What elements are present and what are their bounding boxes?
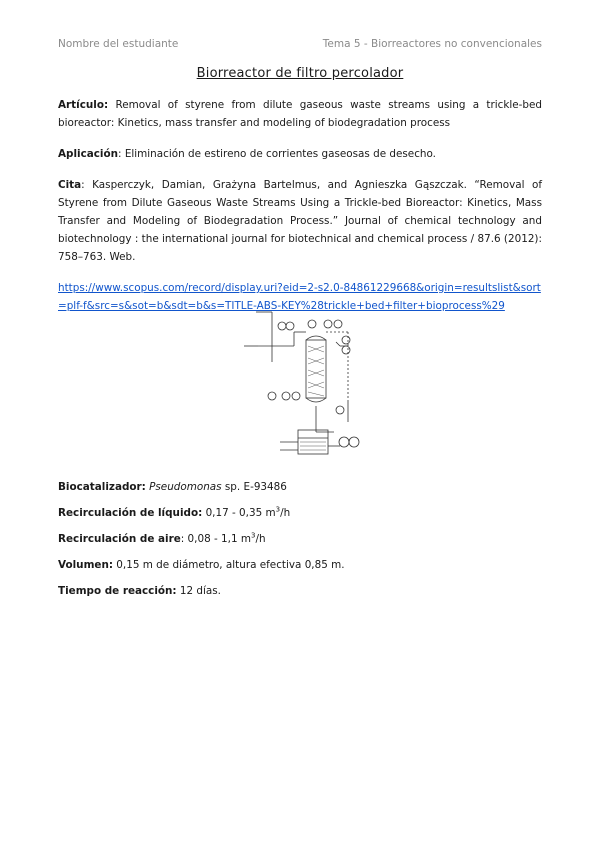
volume-label: Volumen:: [58, 559, 113, 571]
volume-value: 0,15 m de diámetro, altura efectiva 0,85 m.: [113, 559, 345, 571]
column-body: [306, 340, 326, 398]
air-recirculation-line: [58, 532, 542, 558]
liquid-unit-exp: 3: [275, 505, 281, 514]
citation-label: Cita: [58, 179, 82, 191]
application-label: Aplicación: [58, 148, 119, 160]
biocatalyst-line: [58, 480, 542, 506]
topic-name: Tema 5 - Biorreactores no convencionales: [322, 38, 542, 50]
bioreactor-diagram: [236, 302, 370, 470]
application-text: : Eliminación de estireno de corrientes gaseosas de desecho.: [118, 148, 436, 160]
article-paragraph: [58, 96, 542, 132]
biocatalyst-label: Biocatalizador:: [58, 481, 146, 493]
air-unit-tail: /h: [255, 533, 266, 545]
liquid-recirculation-line: [58, 506, 542, 532]
scopus-link[interactable]: https://www.scopus.com/record/display.uri?eid=2-s2.0-84861229668&origin=resultslist&sort=plf-f&src=s&sot=b&sdt=b&s=TITLE-ABS-KEY%28trickle+bed+filter+bioprocess%29: [58, 282, 541, 312]
document-body: [58, 96, 542, 328]
column-bottom: [306, 398, 326, 402]
liquid-unit-tail: /h: [280, 507, 291, 519]
air-value: : 0,08 - 1,1 m: [180, 533, 251, 545]
page-header: [58, 38, 542, 52]
reaction-time-line: [58, 584, 542, 610]
student-name: Nombre del estudiante: [58, 38, 179, 50]
application-paragraph: [58, 145, 542, 163]
biocatalyst-genus: Pseudomonas: [149, 481, 222, 493]
article-label: Artículo:: [58, 99, 109, 111]
citation-text: : Kasperczyk, Damian, Grażyna Bartelmus, and Agnieszka Gąszczak. “Removal of Styrene from Dilute Gaseous Waste Streams Using a Trickle-bed Bioreactor: Kinetics, Mass Transfer and Modeling of Biodegradation Process.” Journal of chemical technology and biotechnology : the international journal for biotechnical and chemical process / 87.6 (2012): 758–763. Web.: [58, 179, 542, 263]
citation-paragraph: [58, 176, 542, 266]
biocatalyst-strain: sp. E-93486: [221, 481, 287, 493]
air-label: Recirculación de aire: [58, 533, 181, 545]
column-top: [306, 336, 326, 340]
article-text: Removal of styrene from dilute gaseous waste streams using a trickle-bed bioreactor: Kinetics, mass transfer and modeling of biodegradation process: [58, 99, 542, 129]
time-value: 12 días.: [176, 585, 221, 597]
liquid-label: Recirculación de líquido:: [58, 507, 203, 519]
page-title: Biorreactor de filtro percolador: [196, 66, 404, 81]
reactor-facts: [58, 480, 542, 610]
trickle-bed-schematic: [236, 302, 370, 470]
time-label: Tiempo de reacción:: [58, 585, 177, 597]
air-unit-exp: 3: [251, 531, 256, 540]
liquid-value: 0,17 - 0,35 m: [202, 507, 276, 519]
volume-line: [58, 558, 542, 584]
